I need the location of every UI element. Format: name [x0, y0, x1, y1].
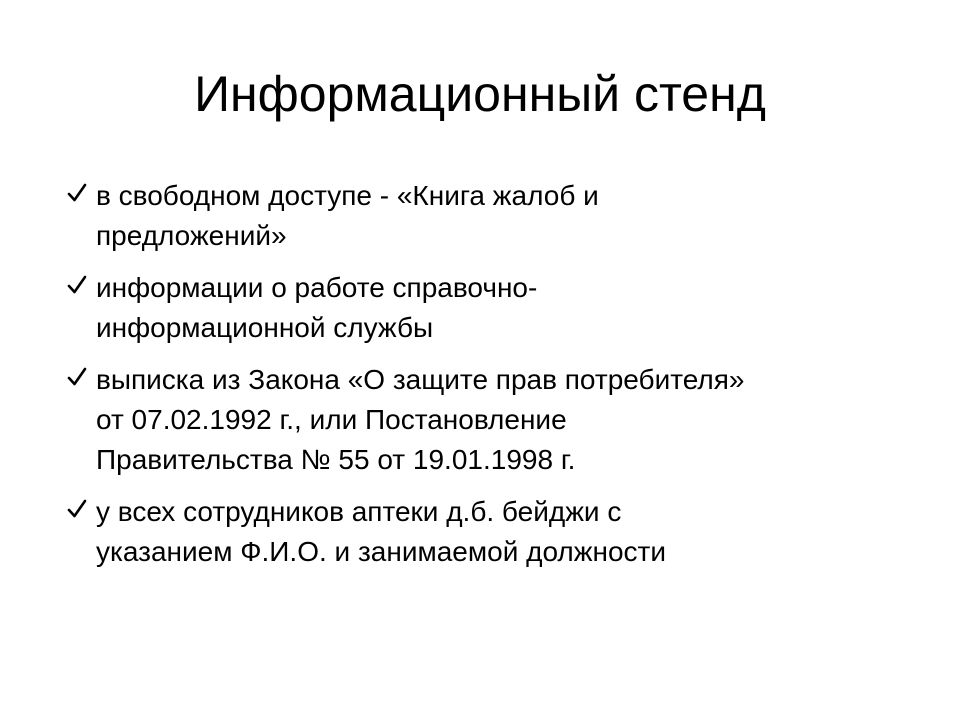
bullet-line: от 07.02.1992 г., или Постановление	[96, 404, 567, 435]
check-icon	[66, 182, 88, 204]
slide-title: Информационный стенд	[194, 66, 766, 122]
bullet-item	[66, 492, 896, 572]
bullet-line: информационной службы	[96, 312, 434, 343]
bullet-line: выписка из Закона «О защите прав потребителя»	[96, 364, 745, 395]
bullet-list	[66, 176, 896, 584]
bullet-item	[66, 176, 896, 256]
bullet-line: у всех сотрудников аптеки д.б. бейджи с	[96, 496, 622, 527]
bullet-line: в свободном доступе - «Книга жалоб и	[96, 180, 599, 211]
check-icon	[66, 366, 88, 388]
bullet-line: информации о работе справочно-	[96, 272, 538, 303]
bullet-line: Правительства № 55 от 19.01.1998 г.	[96, 444, 576, 475]
bullet-item	[66, 360, 896, 480]
bullet-line: предложений»	[96, 220, 287, 251]
bullet-line: указанием Ф.И.О. и занимаемой должности	[96, 536, 666, 567]
check-icon	[66, 274, 88, 296]
bullet-item	[66, 268, 896, 348]
check-icon	[66, 498, 88, 520]
